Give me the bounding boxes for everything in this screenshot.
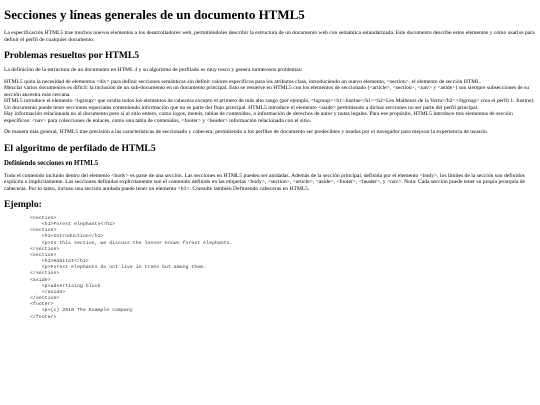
subsection-heading-defining-sections: Definiendo secciones en HTML5 [4, 159, 99, 167]
problem-item: Un documento puede tener secciones especiales conteniendo información que no es parte del flujo principal. HTML5 introduce el elemento <aside> permitiendo a dichas secciones no ser parte del perfil principal. [4, 104, 479, 111]
problems-closing-paragraph: De manera más general, HTML5 trae precisión a las características de seccionado y cabecera, permitiendo a los perfiles de documento ser predecibles y usados por el navegador para mejorar la experiencia de usuario. [4, 129, 489, 135]
defining-sections-paragraph: Todo el contenido incluido dentro del elemento <body> es parte de una sección. Las secciones en HTML5 pueden ser anidadas. Además de la sección principal, definida por el elemento <body>, los límites de la sección son definidos explícita o implícitamente. Las secciones definidas explícitamente son el contenido definido en las etiquetas <body>, <section>, <article>, <aside>, <footer>, <header>, y <nav>. Nota: Cada sección puede tener su propia jerarquía de cabeceras. Por lo tanto, incluso una sección anidada puede tener un elemento <h1>. Consulte también Definiendo cabeceras en HTML5. [4, 172, 526, 192]
section-heading-problems: Problemas resueltos por HTML5 [4, 50, 140, 61]
problem-item: HTML5 introduce el elemento <hgroup> que oculta todos los elementos de cabecera excepto el primero de más alto rango (por ejemplo, <hgroup><h1>Justine</h1><h2>Les Malheurs de la Vertu</h2></hgroup> crea el perfil 1. Justine). [4, 98, 535, 104]
example-code-block: <section> <h1>Forest elephants</h1> <section> <h1>Introduction</h1> <p>In this section, we discuss the lesser known forest elephants. </section> <section> <h1>Habitat</h1> <p>Forest elephants do not live in trees but among them. </section> <aside> <p>advertising block </aside> </section> <footer> <p>(c) 2010 The Example company </footer> [30, 216, 233, 320]
problem-item: Mezclar varios documentos es difícil: la inclusión de un sub-documento en un documento principal. Esto se resuelve en HTML5 con los elementos de seccionado (<article>, <section>, <nav> y <aside>) son siempre subsecciones de su sección ancestra más cercana. [4, 85, 530, 98]
page-title: Secciones y líneas generales de un documento HTML5 [4, 7, 305, 22]
problem-item: HTML5 quita la necesidad de elementos <div> para definir secciones semánticas sin definir valores específicos para los atributos class, introduciendo un nuevo elemento, <section>, el elemento de sección HTML. [4, 78, 482, 85]
intro-paragraph: La especificación HTML5 trae muchos nuevos elementos a los desarrolladores web, permitiéndoles describir la estructura de un documento web con semántica estandarizada. Este documento describe estos elementos y cómo usarlos para definir el perfil de cualquier documento. [4, 30, 535, 43]
problem-item: Hay información relacionada no al documento pero sí al sitio entero, como logos, menús, tablas de contenidos, o información de derechos de autor y notas legales. Para ese propósito, HTML5 introduce tres elementos de sección específicos: <nav> para colecciones de enlaces, como una tabla de contenidos, <footer> y <header> información relacionada con el sitio. [4, 111, 513, 124]
example-heading: Ejemplo: [4, 199, 42, 210]
problems-list [4, 79, 536, 125]
problems-lead-paragraph: La definición de la estructura de un documento en HTML 4 y su algoritmo de perfilado es muy tosco y genera numerosos problemas: [4, 67, 303, 73]
section-heading-algorithm: El algoritmo de perfilado de HTML5 [4, 142, 156, 154]
